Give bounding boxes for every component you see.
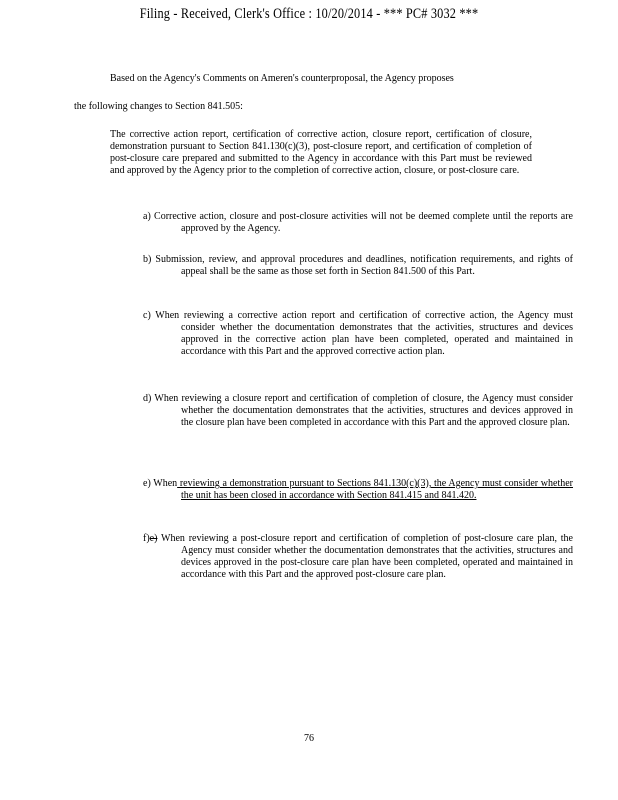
item-c: c) When reviewing a corrective action report and certification of corrective action, the Agency must consider whether the documentation demonstrates that the activities, structures and devices approved in the corrective action plan have been completed, operated and maintained in accordance with this Part and the approved corrective action plan. xyxy=(143,310,573,357)
intro-line-1: Based on the Agency's Comments on Ameren's counterproposal, the Agency proposes xyxy=(110,73,454,84)
main-paragraph: The corrective action report, certification of corrective action, closure report, certification of closure, demonstration pursuant to Section 841.130(c)(3), post-closure report, and certification of completion of post-closure care prepared and submitted to the Agency in accordance with this Part must be reviewed and approved by the Agency prior to the completion of corrective action, closure, or post-closure care. xyxy=(110,129,532,176)
item-b: b) Submission, review, and approval procedures and deadlines, notification requirements, and rights of appeal shall be the same as those set forth in Section 841.500 of this Part. xyxy=(143,254,573,277)
item-e-inserted-text: reviewing a demonstration pursuant to Sections 841.130(c)(3), the Agency must consider whether the unit has been closed in accordance with Section 841.415 and 841.420. xyxy=(177,478,573,501)
item-f-new-label: f) xyxy=(143,533,150,544)
item-f-deleted-label: e) xyxy=(149,533,158,544)
item-e-prefix: e) When xyxy=(143,478,178,489)
item-f-body: When reviewing a post-closure report and certification of completion of post-closure care plan, the Agency must consider whether the documentation demonstrates that the activities, structures and devices approved in the post-closure care plan have been completed, operated and maintained in accordance with this Part and the approved post-closure care plan. xyxy=(157,533,573,580)
page-number: 76 xyxy=(304,733,314,744)
item-a: a) Corrective action, closure and post-closure activities will not be deemed complete until the reports are approved by the Agency. xyxy=(143,211,573,234)
item-e xyxy=(143,478,573,502)
intro-line-2: the following changes to Section 841.505: xyxy=(74,101,243,112)
item-d: d) When reviewing a closure report and certification of completion of closure, the Agency must consider whether the documentation demonstrates that the activities, structures and devices approved in the closure plan have been completed in accordance with this Part and the approved closure plan. xyxy=(143,393,573,428)
item-f xyxy=(143,533,573,581)
filing-header: Filing - Received, Clerk's Office : 10/20/2014 - *** PC# 3032 *** xyxy=(139,6,479,22)
